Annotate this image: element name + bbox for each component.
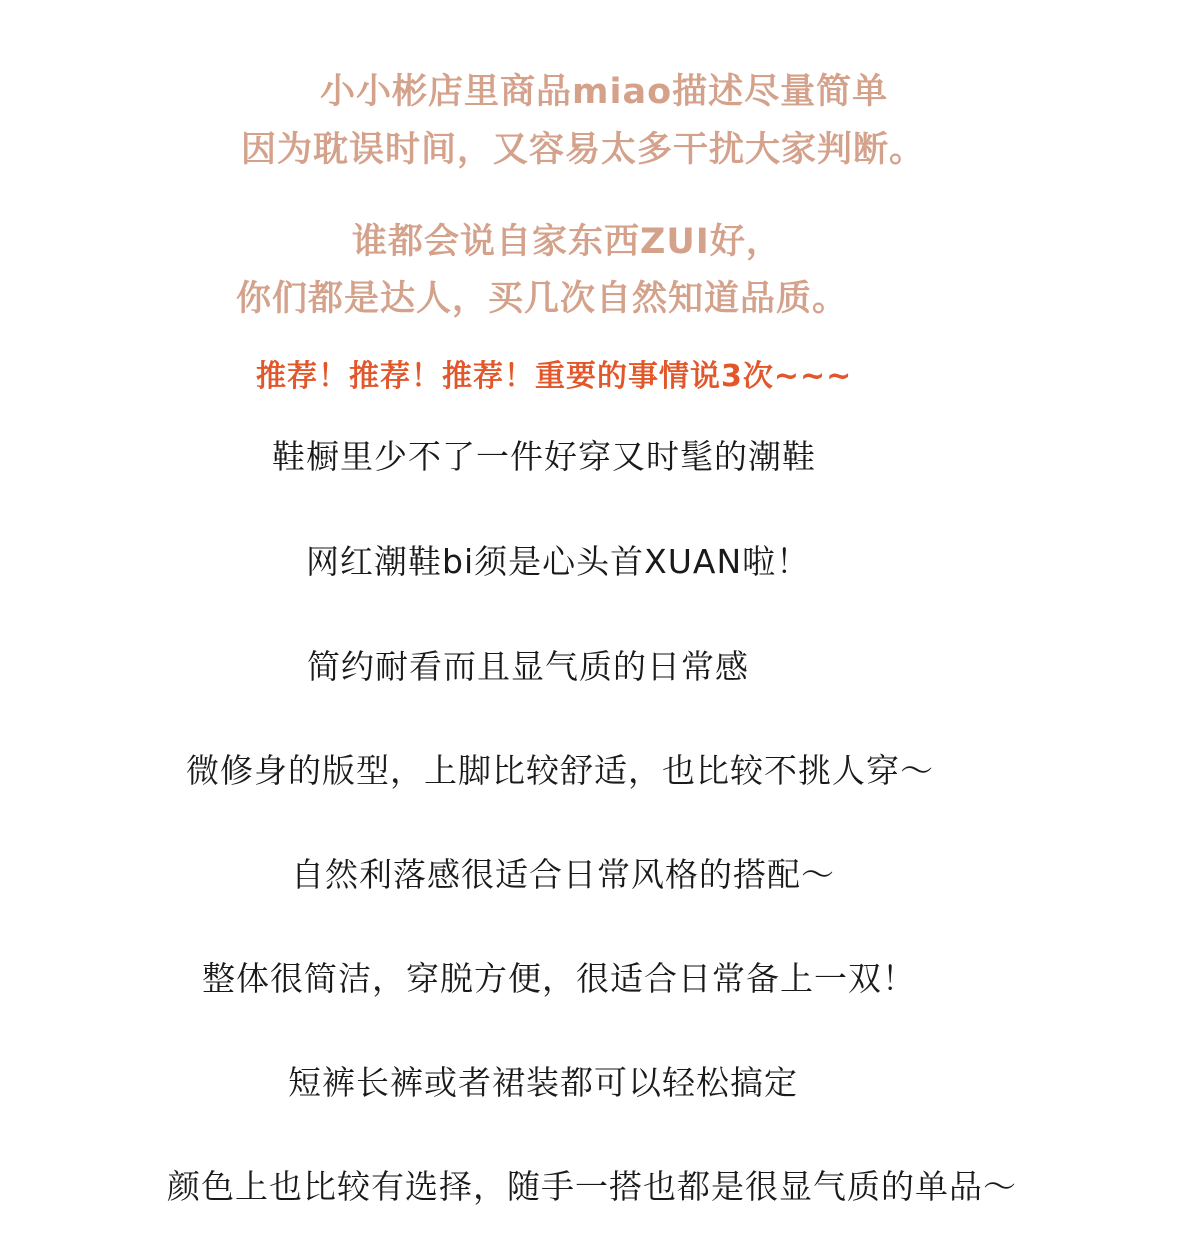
intro-line-3: 谁都会说自家东西ZUI好， [352,222,782,262]
description-line: 自然利落感很适合日常风格的搭配～ [291,855,835,894]
description-line: 微修身的版型，上脚比较舒适，也比较不挑人穿～ [186,751,934,790]
description-line: 颜色上也比较有选择，随手一搭也都是很显气质的单品～ [167,1167,1017,1206]
recommend-line: 推荐！推荐！推荐！重要的事情说3次~~~ [256,359,853,394]
description-line: 整体很简洁，穿脱方便，很适合日常备上一双！ [202,959,916,998]
intro-line-1: 小小彬店里商品miao描述尽量简单 [320,72,889,112]
description-line: 短裤长裤或者裙装都可以轻松搞定 [288,1063,798,1102]
intro-line-2: 因为耽误时间，又容易太多干扰大家判断。 [241,130,926,170]
description-line: 鞋橱里少不了一件好穿又时髦的潮鞋 [272,437,816,476]
description-line: 网红潮鞋bi须是心头首XUAN啦！ [306,542,811,581]
description-line: 简约耐看而且显气质的日常感 [307,647,749,686]
intro-line-4: 你们都是达人，买几次自然知道品质。 [236,279,849,319]
